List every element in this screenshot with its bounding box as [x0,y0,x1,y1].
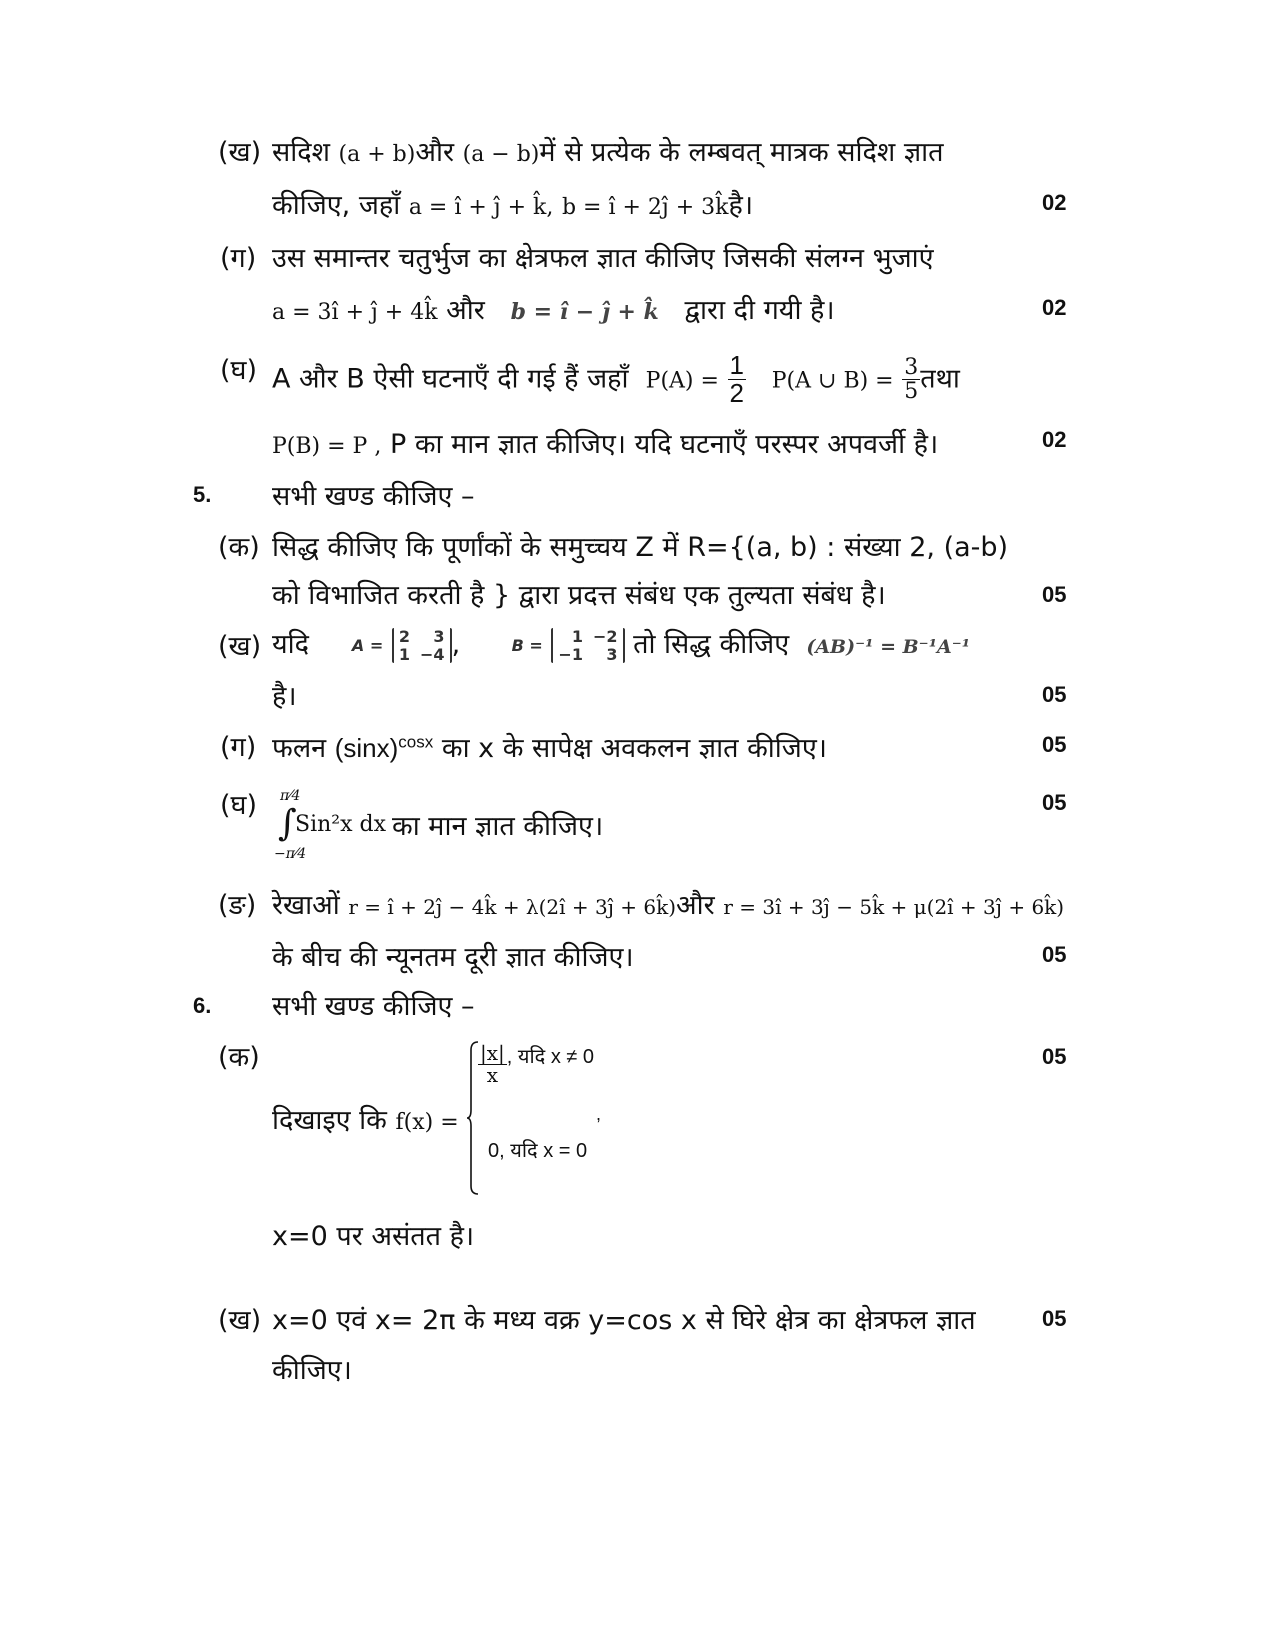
q5-ka-line1: सिद्ध कीजिए कि पूर्णांकों के समुच्चय Z में R={(a, b) : संख्या 2, (a-b) [272,532,1009,563]
q6-kha-line1: x=0 एवं x= 2π के मध्य वक्र y=cos x से घिरे क्षेत्र का क्षेत्रफल ज्ञात [272,1305,976,1336]
q5-gha-text: का मान ज्ञात कीजिए। [392,811,604,842]
q6-ka-line2: x=0 पर असंतत है। [272,1221,475,1252]
integral-sign: ∫ [278,803,297,844]
vector-a-def: a = 3î + ĵ + 4k̂ [272,300,438,325]
piecewise-comma: , [596,1104,602,1124]
part-label-4-kha: (ख) [218,137,262,168]
part-label-5-ga: (ग) [220,732,257,763]
q4-gha-line1: A और B ऐसी घटनाएँ दी गई हैं जहाँ P(A) = $\frac{1}{2}$ P(A ∪ B) = $\frac{3}{5}$ तथा [272,350,960,409]
vector-sum-expr: (a + b) [338,142,416,167]
part-label-4-ga: (ग) [220,243,257,274]
line-1-eq: r = î + 2ĵ − 4k̂ + λ(2î + 3ĵ + 6k̂) [348,895,677,919]
integral-upper-limit: π⁄4 [280,788,301,804]
part-label-5-kha: (ख) [218,631,262,662]
integrand: Sin²x dx [295,812,386,837]
integral-lower-limit: −π⁄4 [274,846,307,862]
q5-heading: सभी खण्ड कीजिए – [272,481,475,512]
piecewise-case-2: 0, यदि x = 0 [488,1140,588,1162]
question-number-5: 5. [193,482,212,507]
marks-6-ka: 05 [1042,1044,1067,1069]
marks-5-ga: 05 [1042,732,1067,757]
vector-diff-expr: (a − b) [462,142,540,167]
q4-kha-line1: सदिश (a + b)और (a − b)में से प्रत्येक के लम्बवत् मात्रक सदिश ज्ञात [272,137,944,168]
q5-nga-line1: रेखाओं r = î + 2ĵ − 4k̂ + λ(2î + 3ĵ + 6k̂)और r = 3î + 3ĵ − 5k̂ + μ(2î + 3ĵ + 6k̂) [272,890,1065,921]
marks-6-kha: 05 [1042,1306,1067,1331]
marks-5-ka: 05 [1042,582,1067,607]
q4-ga-line1: उस समान्तर चतुर्भुज का क्षेत्रफल ज्ञात कीजिए जिसकी संलग्न भुजाएं [272,243,934,274]
matrix-a: 2 3 1 −4 [392,628,452,663]
vector-a-def: a = î + ĵ + k̂, [408,195,554,220]
marks-5-kha: 05 [1042,682,1067,707]
matrix-b: 1 −2 −1 3 [551,628,624,663]
part-label-5-ka: (क) [218,532,260,563]
marks-5-gha: 05 [1042,790,1067,815]
function-expr: $(\sin x)^{cosx}$ [334,732,434,763]
line-2-eq: r = 3î + 3ĵ − 5k̂ + μ(2î + 3ĵ + 6k̂) [723,895,1065,919]
q5-kha-line2: है। [272,681,297,712]
question-number-6: 6. [193,993,212,1018]
vector-b-def: b = î + 2ĵ + 3k̂ [561,195,729,220]
marks-5-nga: 05 [1042,942,1067,967]
q5-kha-line1: यदि A = 2 3 1 −4 , B = 1 −2 −1 3 तो सिद्ध कीजिए (AB)⁻¹ = B⁻¹A⁻¹ [272,626,971,664]
fraction-three-fifths: $\frac{3}{5}$ [904,355,919,405]
q5-ka-line2: को विभाजित करती है } द्वारा प्रदत्त संबंध एक तुल्यता संबंध है। [272,580,886,611]
marks-4-kha: 02 [1042,190,1067,215]
part-label-4-gha: (घ) [220,355,258,386]
marks-4-ga: 02 [1042,295,1067,320]
fraction-half: $\frac{1}{2}$ [729,350,744,409]
part-label-5-gha: (घ) [220,790,258,821]
vector-b-def: b = î − ĵ + k̂ [510,299,659,325]
q5-nga-line2: के बीच की न्यूनतम दूरी ज्ञात कीजिए। [272,942,634,973]
q6-kha-line2: कीजिए। [272,1355,352,1386]
q5-ga-line1: फलन $(\sin x)^{cosx}$ का x के सापेक्ष अवकलन ज्ञात कीजिए। [272,732,827,764]
fx-label: f(x) = [395,1110,459,1135]
q4-kha-line2: कीजिए, जहाँ a = î + ĵ + k̂, b = î + 2ĵ + 3k̂है। [272,190,754,221]
part-label-6-ka: (क) [218,1042,260,1073]
q4-ga-line2: a = 3î + ĵ + 4k̂ और b = î − ĵ + k̂ द्वारा दी गयी है। [272,295,835,326]
q6-heading: सभी खण्ड कीजिए – [272,991,475,1022]
part-label-6-kha: (ख) [218,1305,262,1336]
inverse-identity: (AB)⁻¹ = B⁻¹A⁻¹ [806,636,971,658]
abs-x-over-x: $\frac{|x|}{x}$ [480,1041,505,1087]
part-label-5-nga: (ङ) [218,890,257,921]
q4-gha-line2: P(B) = P , P का मान ज्ञात कीजिए। यदि घटनाएँ परस्पर अपवर्जी है। [272,429,939,460]
marks-4-gha: 02 [1042,427,1067,452]
piecewise-case-1: $\frac{|x|}{x}$ , यदि x ≠ 0 [480,1041,595,1087]
q6-ka-intro: दिखाइए कि f(x) = [272,1105,459,1136]
